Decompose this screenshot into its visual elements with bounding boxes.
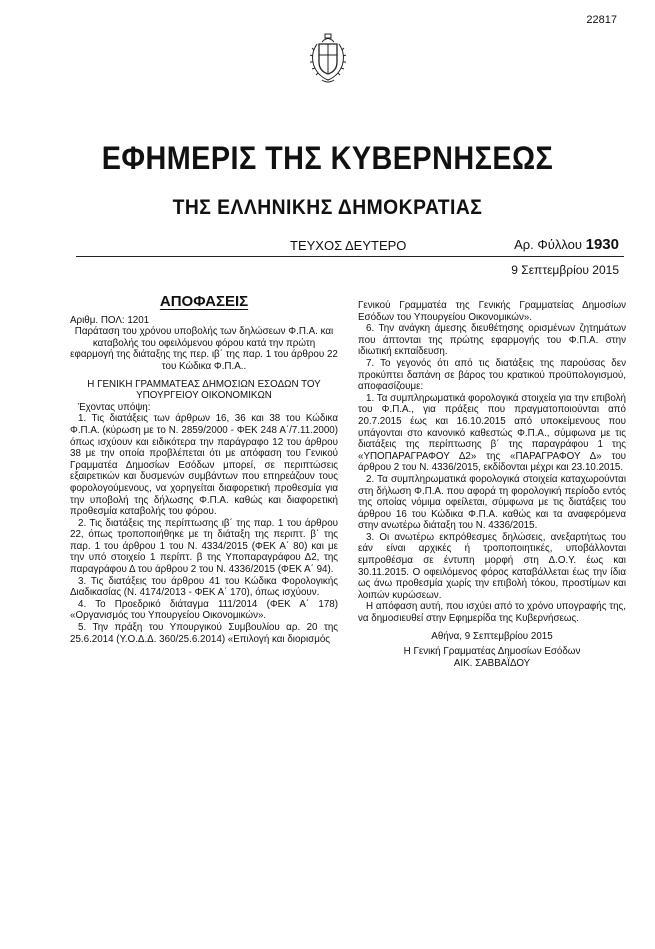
paragraph: 5. Την πράξη του Υπουργικού Συμβουλίου αρ. 20 της 25.6.2014 (Υ.Ο.Δ.Δ. 360/25.6.2014) «Επιλογή και διορισμός (70, 622, 338, 645)
paragraph: 7. Το γεγονός ότι από τις διατάξεις της παρούσας δεν προκύπτει δαπάνη σε βάρος του κρατικού προϋπολογισμού, αποφασίζουμε: (358, 357, 626, 393)
paragraph: 4. Το Προεδρικό διάταγμα 111/2014 (ΦΕΚ Α΄ 178) «Οργανισμός του Υπουργείου Οικονομικών». (70, 598, 338, 622)
gazette-subtitle: ΤΗΣ ΕΛΛΗΝΙΚΗΣ ΔΗΜΟΚΡΑΤΙΑΣ (172, 196, 483, 219)
coat-of-arms-icon (308, 30, 348, 86)
decision-item: 1. Τα συμπληρωματικά φορολογικά στοιχεία για την επιβολή του Φ.Π.Α., για πράξεις που πραγματοποιούνται από 20.7.2015 έως και 16.10.2015 από υποκείμενους που υπάγονται στο κανονικό καθεστώς Φ.Π.Α., σύμφωνα με τις διατάξεις της περίπτωσης β΄ της παραγράφου 1 της «ΥΠΟΠΑΡΑΓΡΑΦΟΥ Δ2» της «ΠΑΡΑΓΡΑΦΟΥ Δ» του άρθρου 2 του Ν. 4336/2015, εκδίδονται μέχρι και 23.10.2015. (358, 392, 626, 474)
decision-item: 2. Τα συμπληρωματικά φορολογικά στοιχεία καταχωρούνται στη δήλωση Φ.Π.Α. που αφορά τη φορολογική περίοδο εντός της οποίας νόμιμα οφείλεται, σύμφωνα με τις διατάξεις του άρθρου 16 του Κώδικα Φ.Π.Α. καθώς και τα αναφερόμενα στην ανωτέρω διάταξη του Ν. 4336/2015. (358, 473, 626, 532)
signatory-name: ΑΙΚ. ΣΑΒΒΑΪΔΟΥ (453, 657, 531, 669)
paragraph: 2. Τις διατάξεις της περίπτωσης ιβ΄ της παρ. 1 του άρθρου 22, όπως τροποποιήθηκε με τη διάταξη της περιπτ. β΄ της παρ. 1 του άρθρου 1 του Ν. 4334/2015 (ΦΕΚ Α΄ 80) και με την υπό στοιχείο 1 περίπτ. β της Υποπαραγράφου Δ2, της παραγράφου Δ του άρθρου 2 του Ν. 4336/2015 (ΦΕΚ Α΄ 94). (70, 517, 338, 576)
signing-place-date: Αθήνα, 9 Σεπτεμβρίου 2015 (431, 630, 553, 642)
left-column (70, 293, 338, 645)
paragraph: 3. Τις διατάξεις του άρθρου 41 του Κώδικα Φορολογικής Διαδικασίας (Ν. 4174/2013 - ΦΕΚ Α΄ 170), όπως ισχύουν. (70, 575, 338, 599)
issuing-authority: Η ΓΕΝΙΚΗ ΓΡΑΜΜΑΤΕΑΣ ΔΗΜΟΣΙΩΝ ΕΣΟΔΩΝ ΤΟΥ ΥΠΟΥΡΓΕΙΟΥ ΟΙΚΟΝΟΜΙΚΩΝ (87, 378, 321, 402)
sheet-number (514, 236, 619, 253)
issue-label: ΤΕΥΧΟΣ ΔΕΥΤΕΡΟ (290, 238, 407, 253)
gazette-title: ΕΦΗΜΕΡΙΣ ΤΗΣ ΚΥΒΕΡΝΗΣΕΩΣ (101, 140, 554, 176)
decision-item: 3. Οι ανωτέρω εκπρόθεσμες δηλώσεις, ανεξαρτήτως του εάν είναι αρχικές ή τροποποιητικές, υποβάλλονται εμπροθέσμα σε έντυπη μορφή στη Δ.Ο.Υ. έως και 30.11.2015. Ο οφειλόμενος φόρος καταβάλλεται έως την ίδια ως άνω προθεσμία χωρίς την επιβολή τόκου, προστίμων και λοιπών κυρώσεων. (358, 531, 626, 601)
section-heading: ΑΠΟΦΑΣΕΙΣ (159, 293, 249, 310)
page-number: 22817 (586, 14, 617, 26)
decision-number: Αριθμ. ΠΟΛ: 1201 (70, 314, 150, 326)
paragraph-continuation: Γενικού Γραμματέα της Γενικής Γραμματείας Δημοσίων Εσόδων του Υπουργείου Οικονομικών». (358, 300, 626, 323)
header-divider (76, 256, 624, 257)
right-column (358, 300, 626, 669)
decision-subject: Παράταση του χρόνου υποβολής των δηλώσεων Φ.Π.Α. και καταβολής του οφειλόμενου φόρου κατά την πρώτη εφαρμογή της διάταξης της περ. ιβ΄ της παρ. 1 του άρθρου 22 του Κώδικα Φ.Π.Α.. (70, 326, 338, 372)
having-regard: Έχοντας υπόψη: (78, 401, 151, 413)
sheet-label: Αρ. Φύλλου (514, 237, 582, 252)
paragraph: 1. Τις διατάξεις των άρθρων 16, 36 και 38 του Κώδικα Φ.Π.Α. (κύρωση με το Ν. 2859/2000 - ΦΕΚ 248 Α΄/7.11.2000) όπως ισχύουν και ειδικότερα την παράγραφο 12 του άρθρου 38 με την οποία προβλέπεται ότι με απόφαση του Γενικού Γραμματέα Δημοσίων Εσόδων μπορεί, σε περιπτώσεις εξαιρετικών και δυσμενών συμβάντων που επηρεάζουν τους φορολογούμενους, να χορηγείται διαφορετική προθεσμία για την υποβολή της δήλωσης Φ.Π.Α. καθώς και διαφορετική προθεσμία καταβολής του φόρου. (70, 413, 338, 518)
paragraph: 6. Την ανάγκη άμεσης διευθέτησης ορισμένων ζητημάτων που άπτονται της πρώτης εφαρμογής του Φ.Π.Α. στην ιδιωτική εκπαίδευση. (358, 323, 626, 358)
signatory-title: Η Γενική Γραμματέας Δημοσίων Εσόδων (403, 646, 581, 658)
sheet-number-value: 1930 (585, 236, 619, 253)
issue-date: 9 Σεπτεμβρίου 2015 (511, 263, 619, 277)
closing-statement: Η απόφαση αυτή, που ισχύει από το χρόνο υπογραφής της, να δημοσιευθεί στην Εφημερίδα της Κυβερνήσεως. (358, 601, 626, 625)
